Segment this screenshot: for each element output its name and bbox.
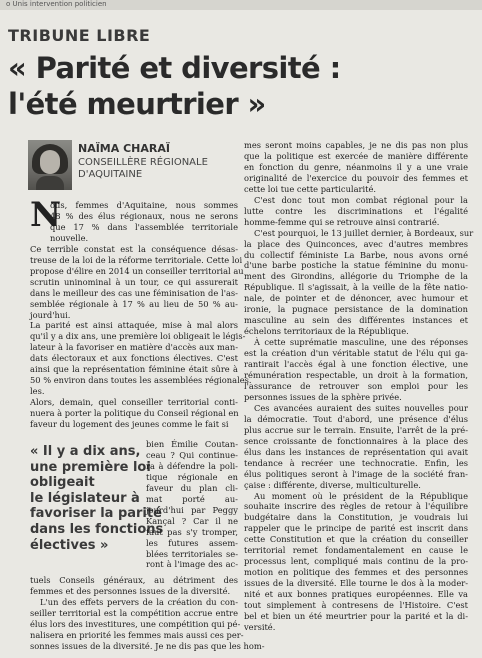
text-line: C'est pourquoi, le 13 juillet dernier, à Bordeaux, sur xyxy=(254,227,474,238)
author-byline xyxy=(8,140,234,190)
text-line: rantirait l'accès égal à une fonction élective, une xyxy=(244,359,468,370)
text-line: plus accrue sur le terrain. Ensuite, l'arrêt de la pré- xyxy=(244,424,468,435)
text-line: faveur du plan cli- xyxy=(146,482,238,493)
text-line: 50 % environ dans toutes les assemblées régionales. xyxy=(30,375,252,386)
text-line: faut pas s'y tromper, xyxy=(146,526,238,537)
text-line: les. xyxy=(30,386,45,397)
text-line: masculine au sein des différentes instances et xyxy=(244,315,468,326)
text-line: scrutin uninominal à un tour, ce qui assurerait xyxy=(30,276,238,287)
text-line: mes seront moins capables, je ne dis pas non plus xyxy=(244,140,468,150)
text-line: Ces avancées auraient des suites nouvelles pour xyxy=(254,402,468,413)
text-line: Alors, demain, quel conseiller territorial conti- xyxy=(30,397,238,408)
text-line: processus lent, compliqué mais continu de la pro- xyxy=(244,556,468,567)
text-line: L'un des effets pervers de la création du con- xyxy=(40,596,238,607)
text-line: échelons territoriaux de la République. xyxy=(244,326,409,337)
text-line: territorial remet fondamentalement en cause le xyxy=(244,545,468,556)
text-line: dans le meilleur des cas une féminisation de l'as- xyxy=(30,287,238,298)
text-line: homme-femme qui se retrouve ainsi contrarié. xyxy=(244,216,440,227)
text-line: l'assurance de retrouver son emploi pour les xyxy=(244,380,468,391)
text-line: rappeler que le principe de parité est inscrit dans xyxy=(244,523,468,534)
text-line: propose d'élire en 2014 un conseiller territorial au xyxy=(30,265,244,276)
text-line: ceau ? Qui continue- xyxy=(146,449,238,460)
author-name: NAÏMA CHARAÏ xyxy=(78,142,170,155)
text-line: bel et bien un été meurtrier pour la parité et la di- xyxy=(244,610,468,621)
text-line: d'une barbe postiche la statue féminine du monu- xyxy=(244,260,468,271)
text-line: rémunération respectable, un droit à la formation, xyxy=(244,370,468,381)
pull-quote xyxy=(30,444,164,553)
text-line: tendance à recréer une technocratie. Enfin, les xyxy=(244,457,468,468)
text-line: cette Constitution et que la création du conseiller xyxy=(244,534,468,545)
text-line: ra à défendre la poli- xyxy=(146,460,238,471)
text-line: du collectif féministe La Barbe, nous avons orné xyxy=(244,249,468,260)
text-line: nouvelle. xyxy=(50,232,89,243)
column-1-bottom xyxy=(30,575,265,652)
text-line: çaise : différente, diverse, multiculturelle. xyxy=(244,479,421,490)
text-line: nalisera en priorité les femmes mais aussi ces per- xyxy=(30,629,244,640)
text-line: ous, femmes d'Aquitaine, nous sommes xyxy=(50,200,238,210)
text-line: élus dans les instances de représentation qui avait xyxy=(244,446,468,457)
text-line: Au moment où le président de la République xyxy=(254,490,468,501)
text-line: seiller territorial est la compétition accrue entre xyxy=(30,607,238,618)
pull-quote-line: « Il y a dix ans, xyxy=(30,444,141,459)
drop-cap: N xyxy=(30,195,62,235)
text-line: en fonction du genre, néanmoins il y a une vraie xyxy=(244,161,468,172)
author-role xyxy=(78,157,228,181)
text-line: cette loi tue cette particularité. xyxy=(244,183,377,194)
text-line: est la création d'un véritable statut de l'élu qui ga- xyxy=(244,348,468,359)
text-line: motion en politique des femmes et des personnes xyxy=(244,567,468,578)
text-line: 48 % des élus régionaux, nous ne serons xyxy=(50,210,238,221)
text-line: jourd'hui. xyxy=(30,309,71,320)
author-photo xyxy=(28,140,72,190)
column-1-top xyxy=(30,195,252,430)
pull-quote-line: obligeait xyxy=(30,475,95,491)
text-line: lateur à la favoriser en matière d'accès aux man- xyxy=(30,342,238,353)
text-line: bien Émilie Coutan- xyxy=(146,439,238,449)
text-line: souhaite inscrire des règles de retour à l'équilibre xyxy=(244,501,468,512)
text-line: nale, de pointer et de dénoncer, avec humour et xyxy=(244,293,468,304)
text-line: femmes et des personnes issues de la diversité. xyxy=(30,585,231,596)
text-line: originalité de l'exercice du pouvoir des femmes et xyxy=(244,172,468,183)
text-line: budgétaire dans la Constitution, je voudrais lui xyxy=(244,512,468,523)
pull-quote-line: le législateur à xyxy=(30,490,140,506)
text-line: nité et aux bonnes pratiques européennes. Elle va xyxy=(244,589,468,600)
headline-line-1: « Parité et diversité : xyxy=(8,51,341,85)
text-line: sonnes issues de la diversité. Je ne dis pas que les hom- xyxy=(30,640,265,651)
text-line: élus lors des investitures, une compétition qui pé- xyxy=(30,618,241,629)
pull-quote-line: électives » xyxy=(30,537,109,553)
author-role-line-1: CONSEILLÈRE RÉGIONALE xyxy=(78,157,208,168)
text-line: tout simplement à contresens de l'Histoire. C'est xyxy=(244,600,468,611)
text-line: semblée régionale à 17 % au lieu de 50 % au- xyxy=(30,298,238,309)
author-role-line-2: D'AQUITAINE xyxy=(78,169,143,180)
text-line: ironie, la pugnace persistance de la domination xyxy=(244,304,468,315)
text-line: issues de la diversité. Elle tourne le dos à la moder- xyxy=(244,578,468,589)
text-line: lutte contre les discriminations et l'égalité xyxy=(244,205,468,216)
pull-quote-line: dans les fonctions xyxy=(30,521,164,537)
top-strip-text: o Unis intervention politicien xyxy=(6,0,107,8)
pull-quote-line: une première loi xyxy=(30,459,151,475)
text-line: tuels Conseils généraux, au détriment des xyxy=(30,575,238,585)
text-line: C'est donc tout mon combat régional pour la xyxy=(254,194,468,205)
column-2 xyxy=(244,140,474,633)
text-line: treuse de la loi de la réforme territoriale. Cette loi xyxy=(30,254,243,265)
text-line: Ce terrible constat est la conséquence désas- xyxy=(30,243,238,254)
text-line: tique régionale en xyxy=(146,471,238,482)
column-1-side xyxy=(146,439,238,570)
text-line: À cette suprématie masculine, une des réponses xyxy=(254,337,468,348)
text-line: République. Il s'agissait, à la veille de la fête natio- xyxy=(244,282,468,293)
text-line: ment des Girondins, allégorie du Triomphe de la xyxy=(244,271,468,282)
section-kicker: TRIBUNE LIBRE xyxy=(8,26,151,45)
text-line: personnes issues de la sphère privée. xyxy=(244,391,402,402)
text-line: Kançal ? Car il ne xyxy=(146,515,238,526)
text-line: versité. xyxy=(244,621,276,632)
previous-page-strip xyxy=(0,0,482,10)
text-line: La parité est ainsi attaquée, mise à mal alors xyxy=(30,320,238,331)
text-line: que 17 % dans l'assemblée territoriale xyxy=(50,221,238,232)
text-line: les futures assem- xyxy=(146,537,238,548)
text-line: jourd'hui par Peggy xyxy=(146,504,238,515)
text-line: blées territoriales se- xyxy=(146,548,238,559)
pull-quote-line: favoriser la parité xyxy=(30,506,162,522)
text-line: qu'il y a dix ans, une première loi obligeait le légis- xyxy=(30,331,246,342)
text-line: élus politiques seront à l'image de la société fran- xyxy=(244,468,468,479)
text-line: faveur du logement des jeunes comme le fait si xyxy=(30,419,229,430)
text-line: ainsi que la représentation féminine était sûre à xyxy=(30,364,238,375)
text-line: sence croissante de fonctionnaires à la place des xyxy=(244,435,468,446)
text-line: nuera à porter la politique du Conseil régional en xyxy=(30,408,239,419)
text-line: dats électoraux et aux fonctions électives. C'est xyxy=(30,353,238,364)
text-line: la démocratie. Tout d'abord, une présence d'élus xyxy=(244,413,468,424)
text-line: la place des Quinconces, avec d'autres membres xyxy=(244,238,468,249)
text-line: mat porté au- xyxy=(146,493,238,504)
text-line: que la politique est exercée de manière différente xyxy=(244,150,468,161)
text-line: ront à l'image des ac- xyxy=(146,559,238,570)
headline-line-2: l'été meurtrier » xyxy=(8,87,266,121)
headline xyxy=(8,50,448,122)
